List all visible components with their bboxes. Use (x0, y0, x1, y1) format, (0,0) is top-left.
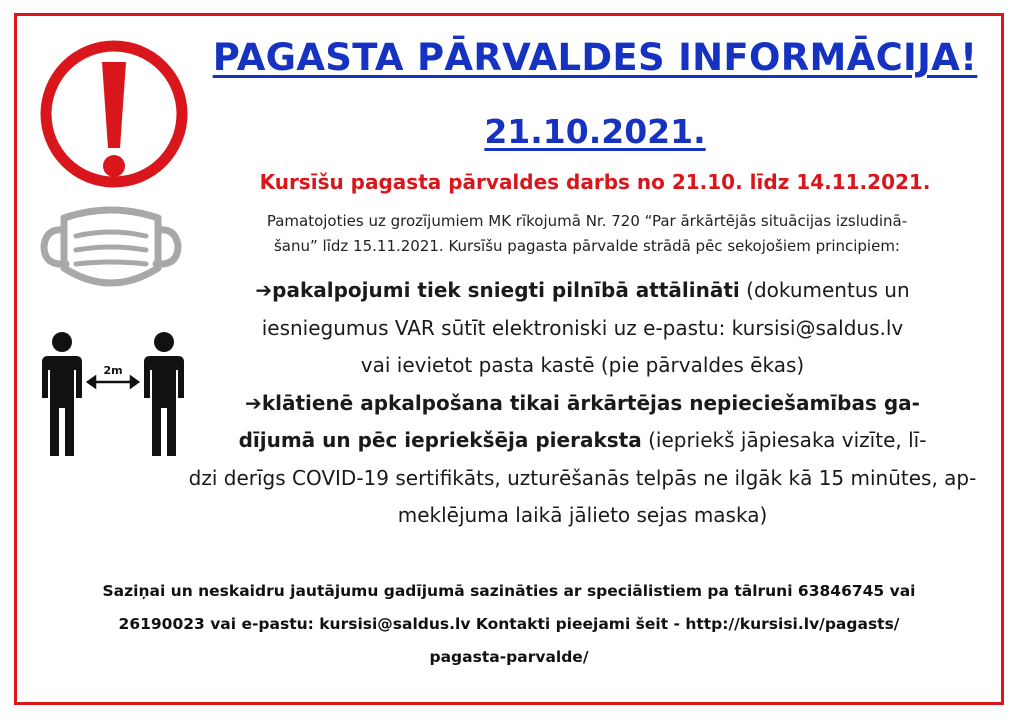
bullet-1-line: iesniegumus VAR sūtīt elektroniski uz e-pastu: kursisi@saldus.lv (261, 315, 904, 340)
footer-line: 26190023 vai e-pastu: kursisi@saldus.lv Kontakti pieejami šeit - http://kursisi.lv/pagasts/ (118, 615, 900, 633)
bullet-2-line (180, 385, 985, 423)
arrow-right-icon: ➔ (245, 390, 262, 415)
notice-date: 21.10.2021. (484, 112, 706, 151)
bullet-1-line: vai ievietot pasta kastē (pie pārvaldes ēkas) (360, 353, 805, 377)
bullet-1-text: (dokumentus un (739, 278, 910, 302)
contact-footer (24, 575, 994, 674)
bullet-1-bold: pakalpojumi tiek sniegti pilnībā attālināti (272, 278, 740, 302)
bullet-2-text: (iepriekš jāpiesaka vizīte, lī- (641, 428, 927, 452)
intro-paragraph (192, 209, 982, 259)
bullet-2-bold: dījumā un pēc iepriekšēja pieraksta (238, 428, 642, 452)
footer-line: pagasta-parvalde/ (429, 648, 589, 666)
distance-label: 2m (103, 364, 123, 377)
footer-line: Saziņai un neskaidru jautājumu gadījumā sazināties ar speciālistiem pa tālruni 63846745 vai (102, 582, 916, 600)
intro-line: Pamatojoties uz grozījumiem MK rīkojumā Nr. 720 “Par ārkārtējās situācijas izsludinā- (266, 212, 908, 230)
social-distancing-icon (38, 330, 188, 460)
intro-line: šanu” līdz 15.11.2021. Kursīšu pagasta pārvalde strādā pēc sekojošiem principiem: (273, 237, 900, 255)
arrow-right-icon: ➔ (255, 278, 273, 302)
page-title: PAGASTA PĀRVALDES INFORMĀCIJA! (212, 36, 978, 79)
bullet-2-line: dzi derīgs COVID-19 sertifikāts, uzturēšanās telpās ne ilgāk kā 15 minūtes, ap- (188, 465, 977, 490)
notice-subtitle: Kursīšu pagasta pārvaldes darbs no 21.10. līdz 14.11.2021. (259, 170, 931, 194)
bullet-2-bold: klātienē apkalpošana tikai ārkārtējas nepieciešamības ga- (261, 390, 920, 415)
warning-exclamation-icon (36, 36, 192, 192)
bullet-2-line (180, 422, 985, 460)
bullet-2-line: meklējuma laikā jālieto sejas maska) (397, 503, 768, 527)
bullet-list (180, 272, 985, 535)
face-mask-icon (36, 206, 186, 294)
bullet-1-line (180, 272, 985, 310)
